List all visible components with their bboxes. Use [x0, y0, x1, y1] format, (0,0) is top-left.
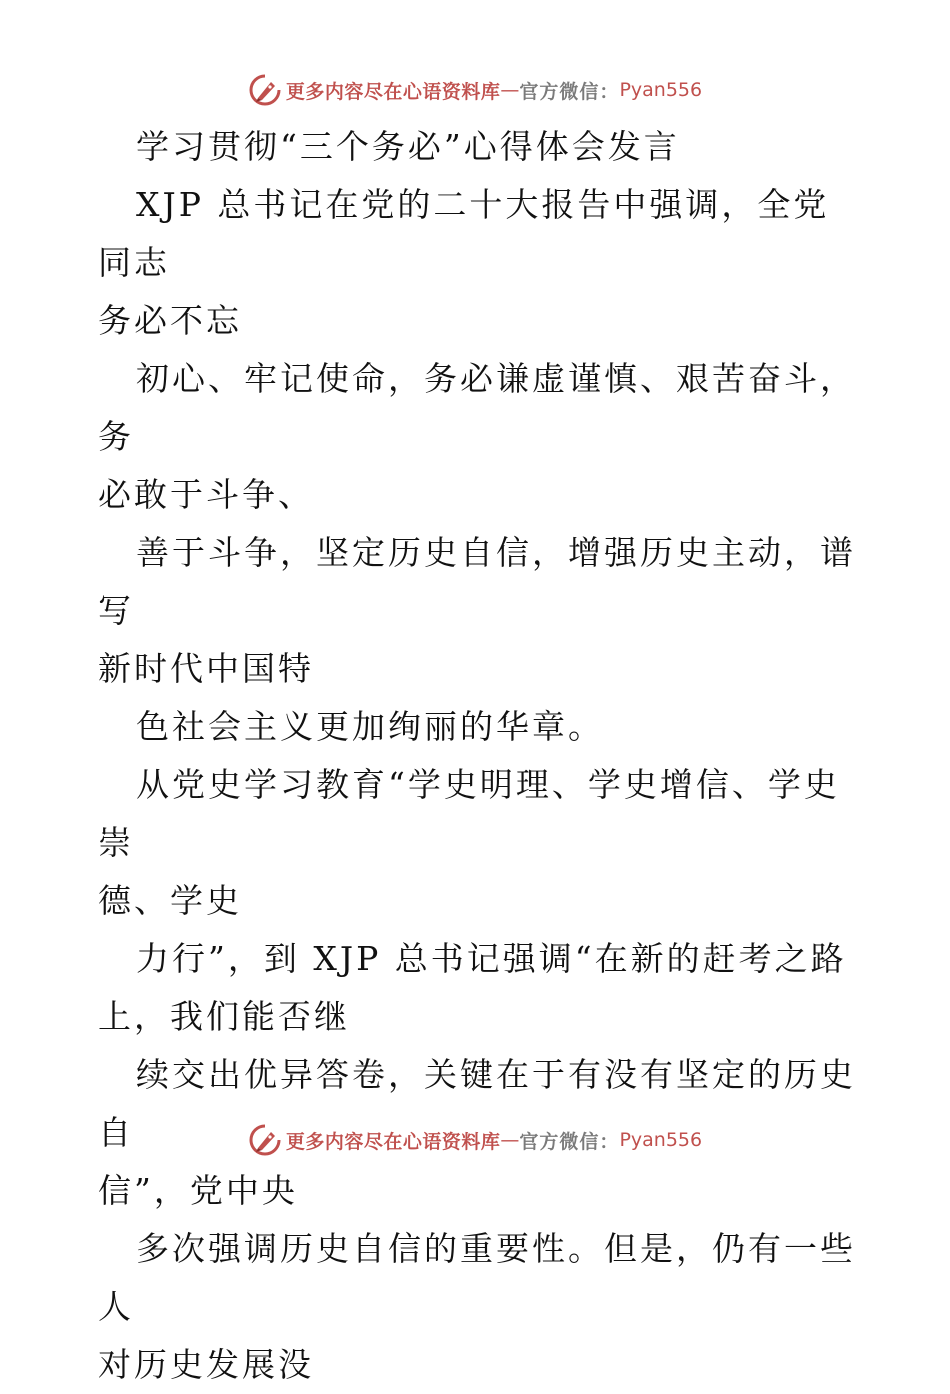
document-line: 力行”，到 XJP 总书记强调“在新的赶考之路	[136, 939, 847, 978]
document-lines	[98, 176, 858, 1394]
document-line: 新时代中国特	[98, 649, 314, 688]
pen-nib-logo-icon	[248, 73, 282, 107]
footer-banner-text: 更多内容尽在心语资料库	[285, 1130, 501, 1153]
header-wechat-label: 官方微信：	[519, 80, 620, 103]
footer-banner-dash: —	[500, 1129, 520, 1151]
document-line: 德、学史	[98, 881, 242, 920]
document-line: 上，我们能否继	[98, 997, 350, 1036]
document-line: 续交出优异答卷，关键在于有没有坚定的历史自	[98, 1055, 856, 1152]
document-line: 善于斗争，坚定历史自信，增强历史主动，谱写	[98, 533, 856, 630]
header-banner	[0, 70, 950, 110]
document-line: 从党史学习教育“学史明理、学史增信、学史崇	[98, 765, 840, 862]
document-line: 对历史发展没	[98, 1345, 314, 1384]
document-line: 必敢于斗争、	[98, 475, 314, 514]
document-title: 学习贯彻“三个务必”心得体会发言	[136, 127, 680, 166]
footer-wechat-id: Pyan556	[619, 1129, 703, 1151]
header-wechat-id: Pyan556	[619, 79, 703, 101]
footer-wechat-label: 官方微信：	[519, 1130, 620, 1153]
pen-nib-logo-icon	[248, 1123, 282, 1157]
document-line: 初心、牢记使命，务必谦虚谨慎、艰苦奋斗，务	[98, 359, 856, 456]
header-banner-dash: —	[500, 79, 520, 101]
document-line: 信”，党中央	[98, 1171, 298, 1210]
document-line: 多次强调历史自信的重要性。但是，仍有一些人	[98, 1229, 856, 1326]
header-banner-text: 更多内容尽在心语资料库	[285, 80, 501, 103]
document-line: 务必不忘	[98, 301, 242, 340]
footer-banner	[0, 1120, 950, 1160]
document-line: XJP 总书记在党的二十大报告中强调，全党同志	[98, 185, 830, 282]
document-line: 色社会主义更加绚丽的华章。	[136, 707, 604, 746]
document-body	[98, 118, 858, 1394]
